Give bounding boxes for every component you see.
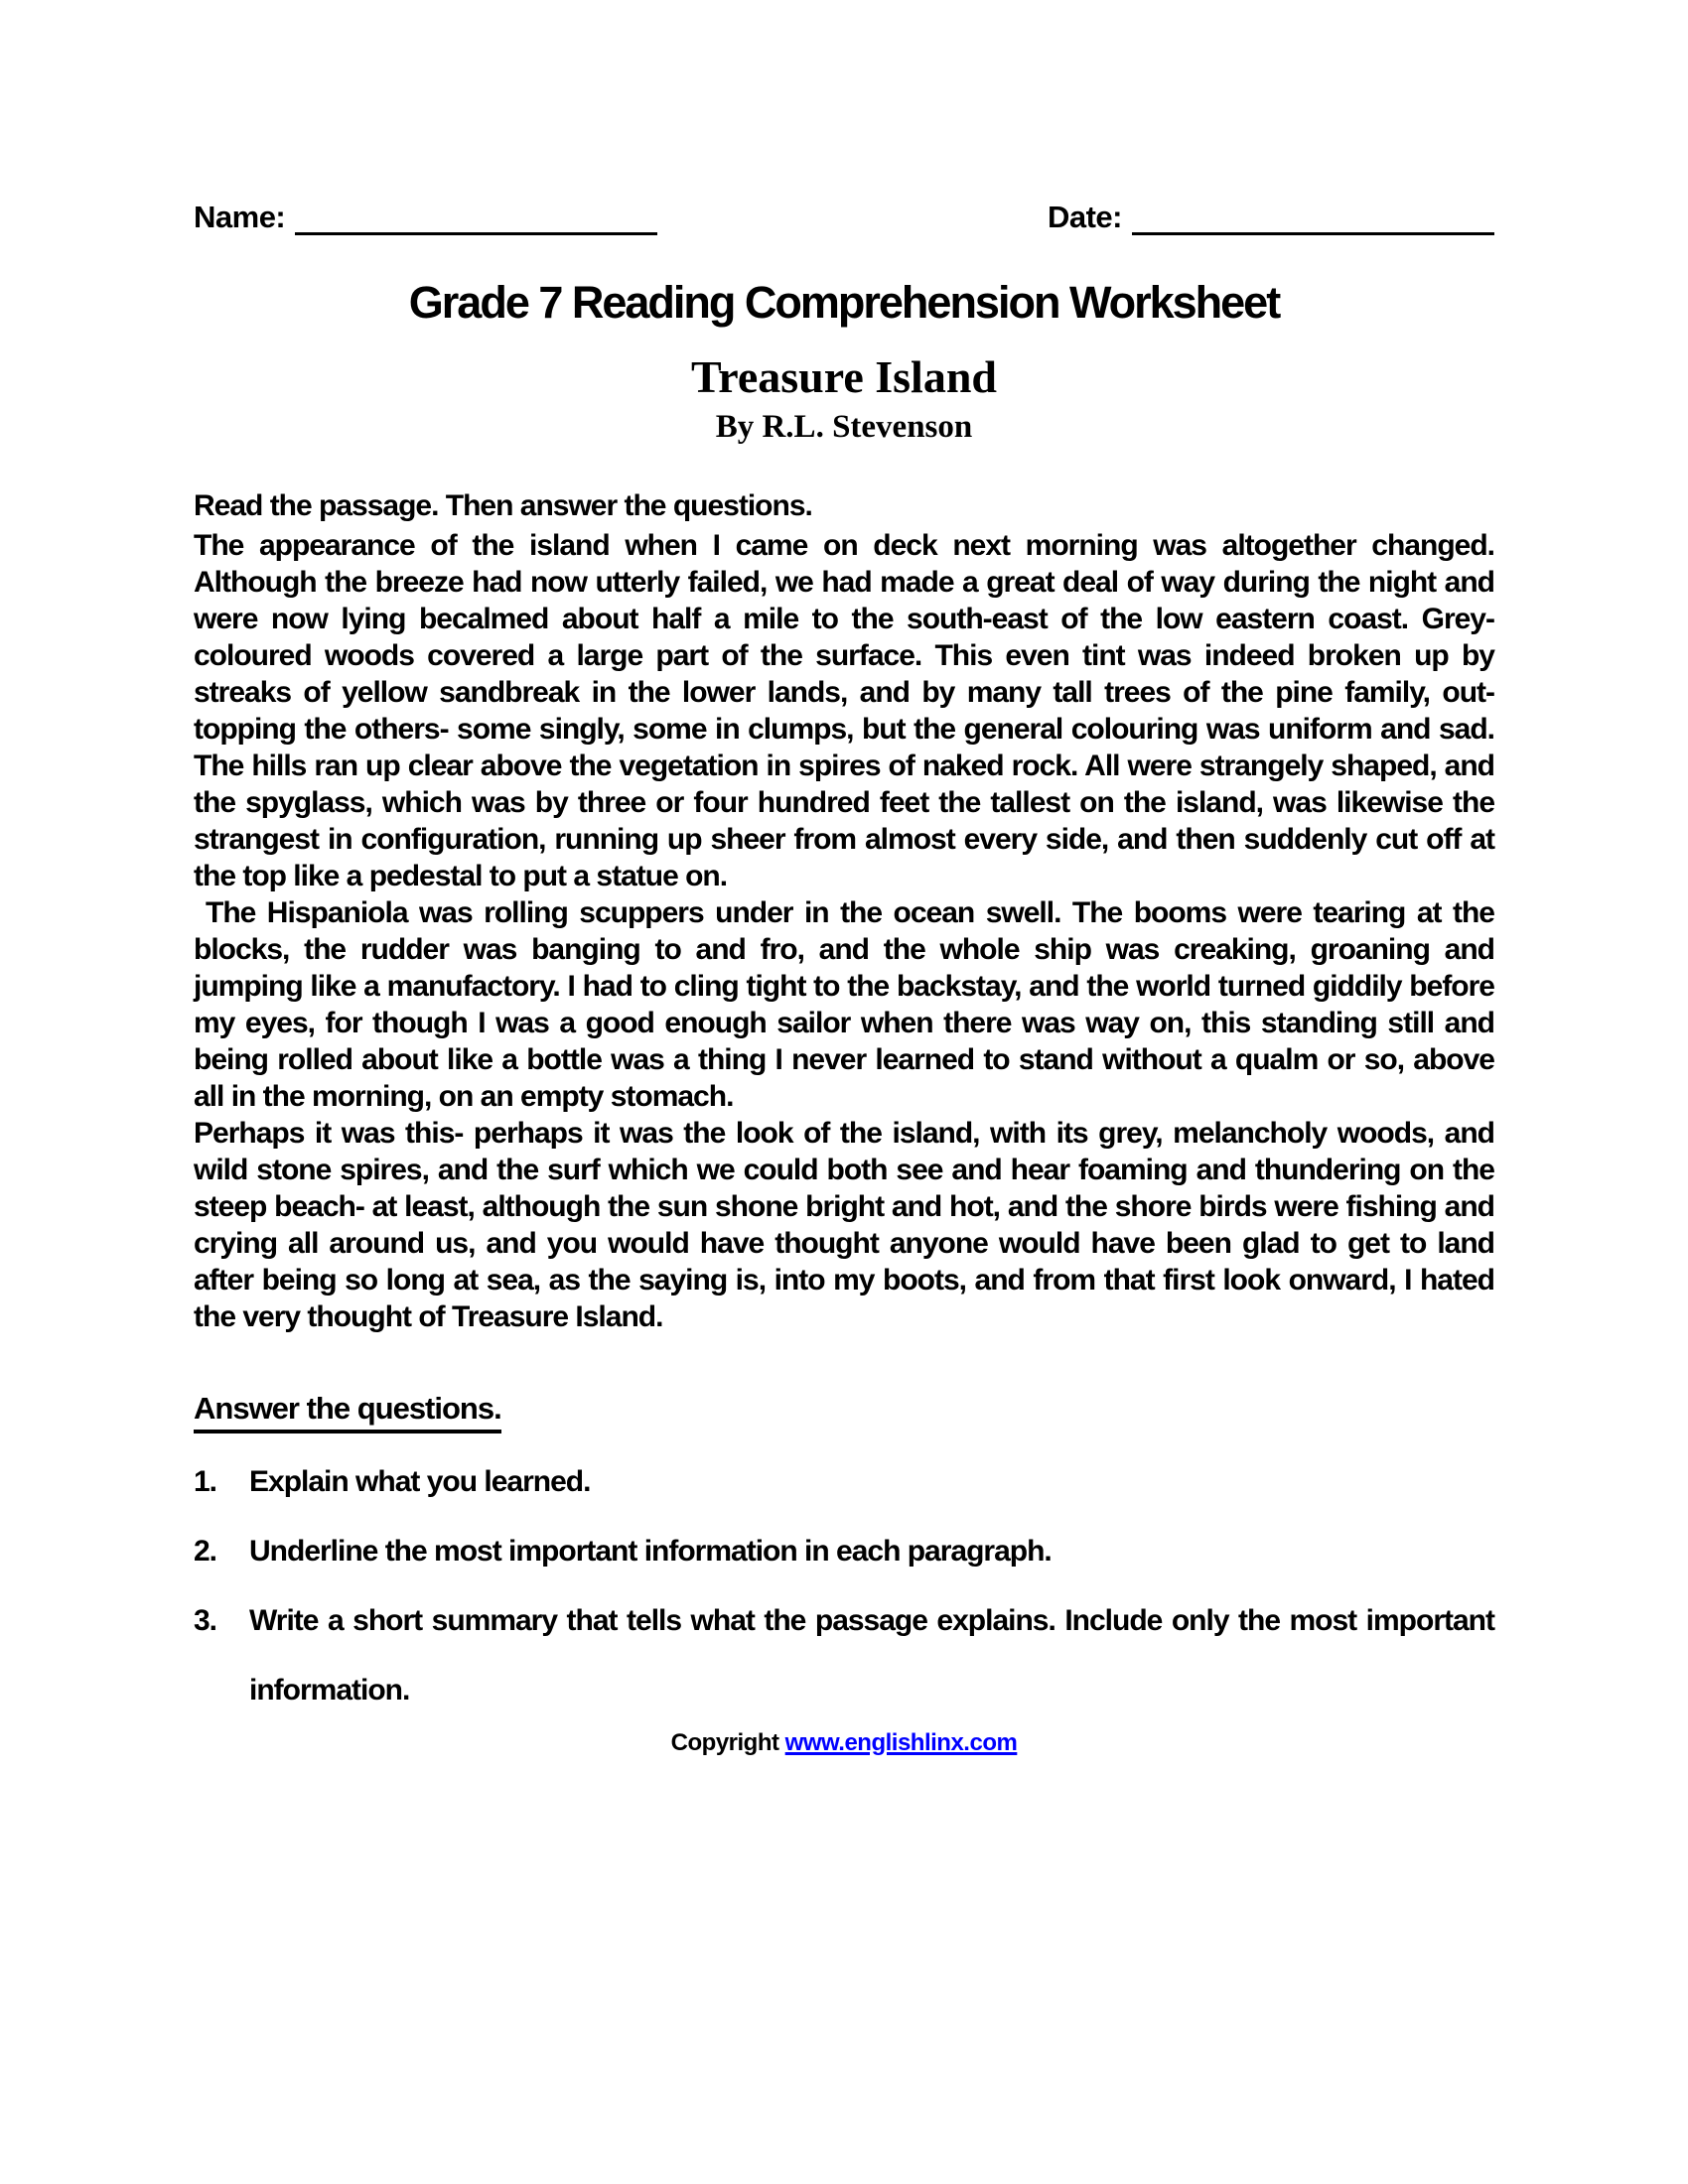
copyright-label: Copyright: [670, 1729, 779, 1756]
question-number: 2.: [194, 1535, 217, 1568]
passage-paragraph-1: The appearance of the island when I came on deck next morning was altogether changed. Although the breeze had now utterly failed, we had made a great deal of way during the night and were now lying becalmed about half a mile to the south-east of the low eastern coast. Grey-coloured woods covered a large part of the surface. This even tint was indeed broken up by streaks of yellow sandbreak in the lower lands, and by many tall trees of the pine family, out-topping the others- some singly, some in clumps, but the general colouring was uniform and sad. The hills ran up clear above the vegetation in spires of naked rock. All were strangely shaped, and the spyglass, which was by three or four hundred feet the tallest on the island, was likewise the strangest in configuration, running up sheer from almost every side, and then suddenly cut off at the top like a pedestal to put a statue on.: [194, 529, 1494, 892]
passage-instruction: Read the passage. Then answer the questions.: [194, 489, 812, 522]
question-text: Underline the most important information in each paragraph.: [249, 1535, 1052, 1568]
passage-title: Treasure Island: [690, 351, 997, 402]
questions-list: [194, 1447, 1494, 1725]
copyright-footer: [194, 1729, 1494, 1757]
worksheet-title: Grade 7 Reading Comprehension Worksheet: [408, 277, 1280, 328]
question-item-3: [194, 1586, 1494, 1725]
question-number: 1.: [194, 1465, 217, 1498]
name-blank-line[interactable]: [295, 199, 657, 235]
date-label: Date:: [1047, 200, 1122, 234]
passage-paragraph-3: Perhaps it was this- perhaps it was the look of the island, with its grey, melancholy woods, and wild stone spires, and the surf which we could both see and hear foaming and thundering on the steep beach- at least, although the sun shone bright and hot, and the shore birds were fishing and crying all around us, and you would have thought anyone would have been glad to get to land after being so long at sea, as the saying is, into my boots, and from that first look onward, I hated the very thought of Treasure Island.: [194, 1117, 1494, 1333]
passage-paragraph-2: The Hispaniola was rolling scuppers under in the ocean swell. The booms were tearing at the blocks, the rudder was banging to and fro, and the whole ship was creaking, groaning and jumping like a manufactory. I had to cling tight to the backstay, and the world turned giddily before my eyes, for though I was a good enough sailor when there was way on, this standing still and being rolled about like a bottle was a thing I never learned to stand without a qualm or so, above all in the morning, on an empty stomach.: [194, 896, 1494, 1113]
name-field: [194, 199, 657, 235]
passage-author: By R.L. Stevenson: [715, 409, 973, 445]
date-field: [1048, 199, 1494, 235]
copyright-link[interactable]: www.englishlinx.com: [784, 1729, 1018, 1756]
passage-body: [194, 527, 1494, 1335]
header-row: [194, 199, 1494, 235]
date-blank-line[interactable]: [1132, 199, 1494, 235]
question-item-2: [194, 1517, 1494, 1586]
question-item-1: [194, 1447, 1494, 1517]
questions-heading: Answer the questions.: [194, 1391, 1494, 1433]
question-number: 3.: [194, 1604, 217, 1637]
question-text: Explain what you learned.: [249, 1465, 591, 1498]
name-label: Name:: [194, 200, 286, 234]
question-text: Write a short summary that tells what the passage explains. Include only the most important information.: [249, 1604, 1494, 1706]
